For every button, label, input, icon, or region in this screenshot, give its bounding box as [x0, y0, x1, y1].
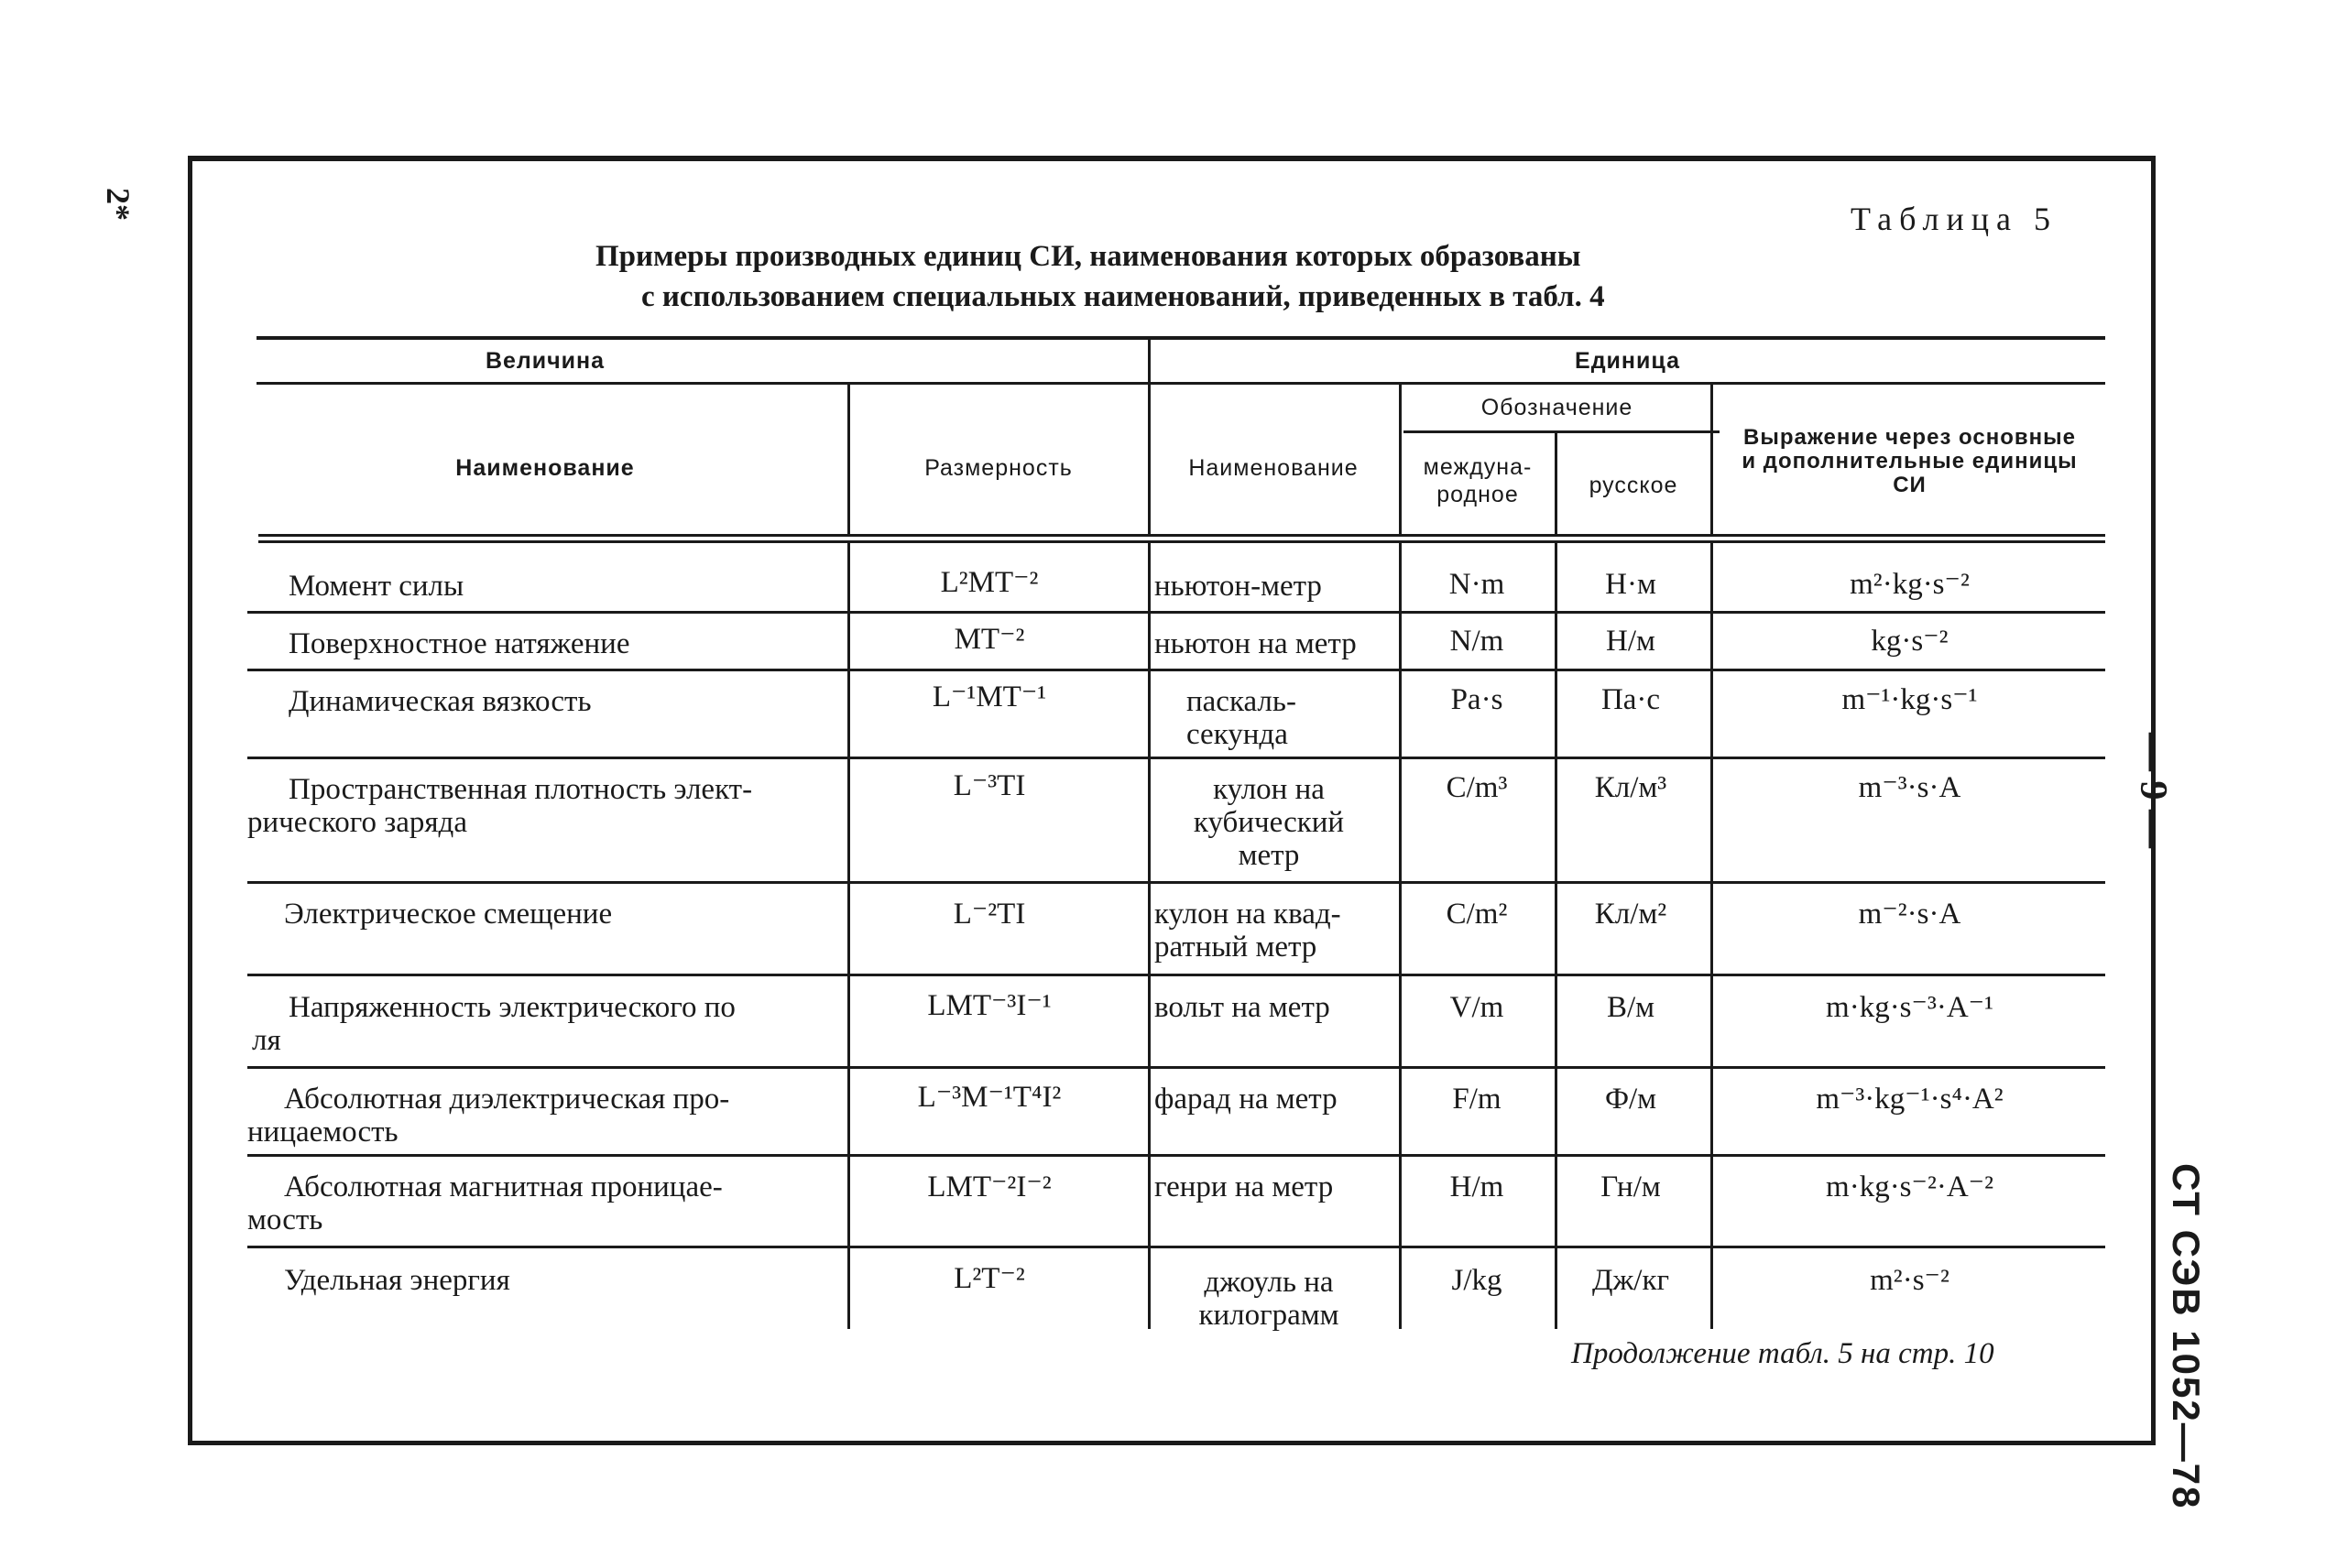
header-rule-1	[257, 382, 2105, 385]
row-9-intl: J/kg	[1451, 1264, 1502, 1297]
header-quantity: Величина	[485, 348, 606, 374]
row-4-rus: Кл/м³	[1594, 771, 1667, 804]
row-rule-2	[247, 669, 2105, 671]
row-8-name	[247, 1171, 843, 1236]
vrule-rus-header	[1555, 430, 1557, 534]
row-3-unit-line-2: секунда	[1186, 718, 1288, 751]
vrule-rus	[1555, 543, 1557, 1329]
row-2-unit: ньютон на метр	[1154, 627, 1357, 660]
row-4-unit-line-2: кубический	[1193, 806, 1345, 839]
table-title-line-2: с использованием специальных наименований, приведенных в табл. 4	[641, 280, 1605, 313]
continuation-note: Продолжение табл. 5 на стр. 10	[1571, 1337, 1994, 1370]
row-9-unit-line-1: джоуль на	[1204, 1266, 1334, 1299]
header-unit-name: Наименование	[1188, 455, 1359, 481]
row-5-unit-line-2: ратный метр	[1154, 931, 1317, 964]
row-rule-5	[247, 974, 2105, 976]
row-7-unit: фарад на метр	[1154, 1083, 1338, 1116]
row-4-unit	[1150, 773, 1388, 872]
frame-left-rule	[188, 156, 192, 1445]
row-9-dimension: L²T⁻²	[954, 1262, 1025, 1295]
row-1-rus: Н·м	[1605, 568, 1656, 601]
row-2-dimension: MT⁻²	[954, 623, 1025, 656]
side-page-number: — 9 —	[2132, 733, 2174, 848]
row-9-rus: Дж/кг	[1591, 1264, 1670, 1297]
header-rule-bottom-a	[258, 534, 2105, 537]
header-dimension: Размерность	[924, 455, 1073, 481]
row-7-name	[247, 1083, 843, 1149]
row-6-unit: вольт на метр	[1154, 991, 1330, 1024]
table-title-line-1: Примеры производных единиц СИ, наименования которых образованы	[595, 240, 1581, 273]
row-4-dimension: L⁻³TI	[953, 769, 1026, 802]
header-expression-line-1: Выражение через основные	[1743, 425, 2076, 450]
vrule-dim	[847, 543, 850, 1329]
header-expression	[1715, 426, 2104, 497]
row-2-expr: kg·s⁻²	[1871, 625, 1949, 658]
row-6-intl: V/m	[1449, 991, 1504, 1024]
row-8-expr: m·kg·s⁻²·A⁻²	[1826, 1171, 1993, 1203]
row-9-expr: m²·s⁻²	[1870, 1264, 1949, 1297]
header-international	[1403, 453, 1552, 508]
corner-mark: 2*	[100, 188, 137, 221]
row-3-unit	[1150, 685, 1425, 751]
row-rule-3	[247, 757, 2105, 759]
frame-bottom-rule	[188, 1441, 2156, 1445]
row-7-name-line-2: ницаемость	[247, 1116, 399, 1149]
row-7-expr: m⁻³·kg⁻¹·s⁴·A²	[1816, 1083, 2004, 1116]
row-3-name: Динамическая вязкость	[289, 685, 592, 718]
row-2-intl: N/m	[1449, 625, 1504, 658]
vrule-expr-header	[1710, 382, 1713, 534]
row-5-unit-line-1: кулон на квад-	[1154, 898, 1341, 931]
header-international-line-1: междуна-	[1423, 454, 1533, 480]
header-rule-bottom-b	[258, 540, 2105, 543]
row-1-name: Момент силы	[289, 570, 464, 603]
row-3-rus: Па·с	[1600, 683, 1661, 716]
row-5-unit	[1150, 898, 1392, 964]
row-6-name-line-1: Напряженность электрического по	[289, 991, 736, 1024]
header-international-line-2: родное	[1436, 482, 1519, 507]
frame-top-rule	[188, 156, 2156, 161]
side-standard-code: СТ СЭВ 1052—78	[2165, 1163, 2208, 1510]
row-3-intl: Pa·s	[1450, 683, 1503, 716]
row-rule-6	[247, 1066, 2105, 1069]
vrule-intl	[1399, 543, 1402, 1329]
row-4-name	[247, 773, 843, 839]
row-6-name	[247, 991, 843, 1057]
row-7-dimension: L⁻³M⁻¹T⁴I²	[917, 1081, 1062, 1114]
row-3-expr: m⁻¹·kg·s⁻¹	[1841, 683, 1978, 716]
row-7-name-line-1: Абсолютная диэлектрическая про-	[284, 1083, 730, 1116]
row-5-intl: C/m²	[1446, 898, 1508, 931]
row-5-rus: Кл/м²	[1594, 898, 1667, 931]
header-expression-line-2: и дополнительные единицы	[1742, 449, 2078, 474]
table-top-rule	[257, 336, 2105, 340]
vrule-intl-header	[1399, 382, 1402, 534]
row-5-dimension: L⁻²TI	[953, 898, 1026, 931]
row-8-dimension: LMT⁻²I⁻²	[927, 1171, 1052, 1203]
row-6-rus: В/м	[1606, 991, 1655, 1024]
row-1-unit: ньютон-метр	[1154, 570, 1322, 603]
row-5-expr: m⁻²·s·A	[1858, 898, 1961, 931]
header-name: Наименование	[455, 455, 635, 481]
row-rule-7	[247, 1154, 2105, 1157]
row-4-unit-line-1: кулон на	[1213, 773, 1325, 806]
row-9-unit-line-2: килограмм	[1198, 1299, 1339, 1332]
row-rule-1	[247, 611, 2105, 614]
row-4-name-line-1: Пространственная плотность элект-	[289, 773, 753, 806]
row-1-expr: m²·kg·s⁻²	[1850, 568, 1970, 601]
vrule-dim-header	[847, 382, 850, 534]
row-9-unit	[1150, 1266, 1388, 1332]
row-3-unit-line-1: паскаль-	[1186, 685, 1296, 718]
row-8-rus: Гн/м	[1600, 1171, 1661, 1203]
row-1-dimension: L²MT⁻²	[940, 566, 1039, 599]
row-7-intl: F/m	[1452, 1083, 1502, 1116]
row-1-intl: N·m	[1448, 568, 1505, 601]
header-rule-designation	[1403, 430, 1720, 433]
header-russian: русское	[1589, 473, 1678, 498]
units-table	[247, 330, 2107, 1337]
row-2-name: Поверхностное натяжение	[289, 627, 630, 660]
row-8-unit: генри на метр	[1154, 1171, 1334, 1203]
row-6-name-line-2: ля	[252, 1024, 281, 1057]
row-rule-8	[247, 1246, 2105, 1248]
row-6-expr: m·kg·s⁻³·A⁻¹	[1826, 991, 1993, 1024]
row-4-intl: C/m³	[1446, 771, 1508, 804]
row-6-dimension: LMT⁻³I⁻¹	[927, 989, 1052, 1022]
row-rule-4	[247, 881, 2105, 884]
row-4-unit-line-3: метр	[1238, 839, 1300, 872]
row-5-name: Электрическое смещение	[284, 898, 613, 931]
row-9-name: Удельная энергия	[284, 1264, 510, 1297]
header-unit: Единица	[1575, 348, 1680, 374]
row-2-rus: Н/м	[1606, 625, 1655, 658]
row-4-expr: m⁻³·s·A	[1858, 771, 1961, 804]
row-8-name-line-2: мость	[247, 1203, 323, 1236]
row-8-name-line-1: Абсолютная магнитная проницае-	[284, 1171, 723, 1203]
header-designation: Обозначение	[1480, 395, 1633, 420]
row-4-name-line-2: рического заряда	[247, 806, 467, 839]
row-8-intl: H/m	[1449, 1171, 1504, 1203]
header-expression-line-3: СИ	[1893, 473, 1927, 497]
vrule-expr	[1710, 543, 1713, 1329]
table-label: Таблица 5	[1851, 201, 2058, 237]
row-7-rus: Ф/м	[1604, 1083, 1657, 1116]
row-3-dimension: L⁻¹MT⁻¹	[932, 681, 1047, 713]
